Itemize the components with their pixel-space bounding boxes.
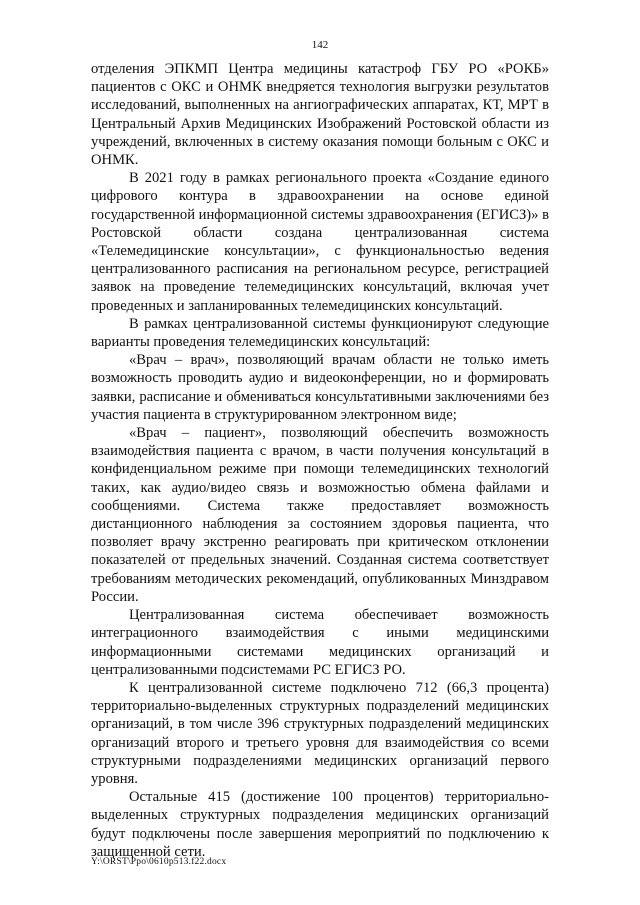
paragraph-telemedicine-system: В 2021 году в рамках регионального проекта «Создание единого цифрового контура в здравоохранении на основе единой государственной информационной системы здравоохранения (ЕГИСЗ)» в Ростовской области создана централизованная система «Телемедицинские консультации», с функциональностью ведения централизованного расписания на региональном ресурсе, регистрацией заявок на проведение телемедицинских консультаций, включая учет проведенных и запланированных телемедицинских консультаций. xyxy=(91,170,549,314)
paragraph-doctor-patient: «Врач – пациент», позволяющий обеспечить возможность взаимодействия пациента с врачом, в части получения консультаций в конфиденциальном режиме при помощи телемедицинских технологий таких, как аудио/видео связь и возможностью обмена файлами и сообщениями. Система также предоставляет возможность дистанционного наблюдения за состоянием здоровья пациента, что позволяет врачу экстренно реагировать при критическом отклонении показателей от предельных значений. Созданная система соответствует требованиям методических рекомендаций, опубликованных Минздравом России. xyxy=(91,425,549,605)
paragraph-doctor-doctor: «Врач – врач», позволяющий врачам области не только иметь возможность проводить аудио и видеоконференции, но и формировать заявки, расписание и обмениваться консультативными заключениями без участия пациента в структурированном электронном виде; xyxy=(91,352,549,423)
footer-file-path: Y:\ORST\Ppo\0610p513.f22.docx xyxy=(91,857,227,867)
paragraph-archive-continuation: отделения ЭПКМП Центра медицины катастроф ГБУ РО «РОКБ» пациентов с ОКС и ОНМК внедряется технология выгрузки результатов исследований, выполненных на ангиографических аппаратах, КТ, МРТ в Центральный Архив Медицинских Изображений Ростовской области из учреждений, включенных в систему оказания помощи больным с ОКС и ОНМК. xyxy=(91,61,549,169)
paragraph-consultation-variants: В рамках централизованной системы функционируют следующие варианты проведения телемедицинских консультаций: xyxy=(91,315,549,351)
document-body xyxy=(91,60,549,861)
paragraph-remaining-units: Остальные 415 (достижение 100 процентов) территориально-выделенных структурных подразделения медицинских организаций будут подключены после завершения мероприятий по подключению к защищенной сети. xyxy=(91,789,549,860)
paragraph-connected-units: К централизованной системе подключено 712 (66,3 процента) территориально-выделенных структурных подразделений медицинских организаций, в том числе 396 структурных подразделений медицинских организаций второго и третьего уровня для взаимодействия со всеми структурными подразделениями медицинских организаций первого уровня. xyxy=(91,679,549,787)
paragraph-integration: Централизованная система обеспечивает возможность интеграционного взаимодействия с иными медицинскими информационными системами медицинских организаций и централизованными подсистемами РС ЕГИСЗ РО. xyxy=(91,607,549,678)
page-number: 142 xyxy=(311,39,329,51)
